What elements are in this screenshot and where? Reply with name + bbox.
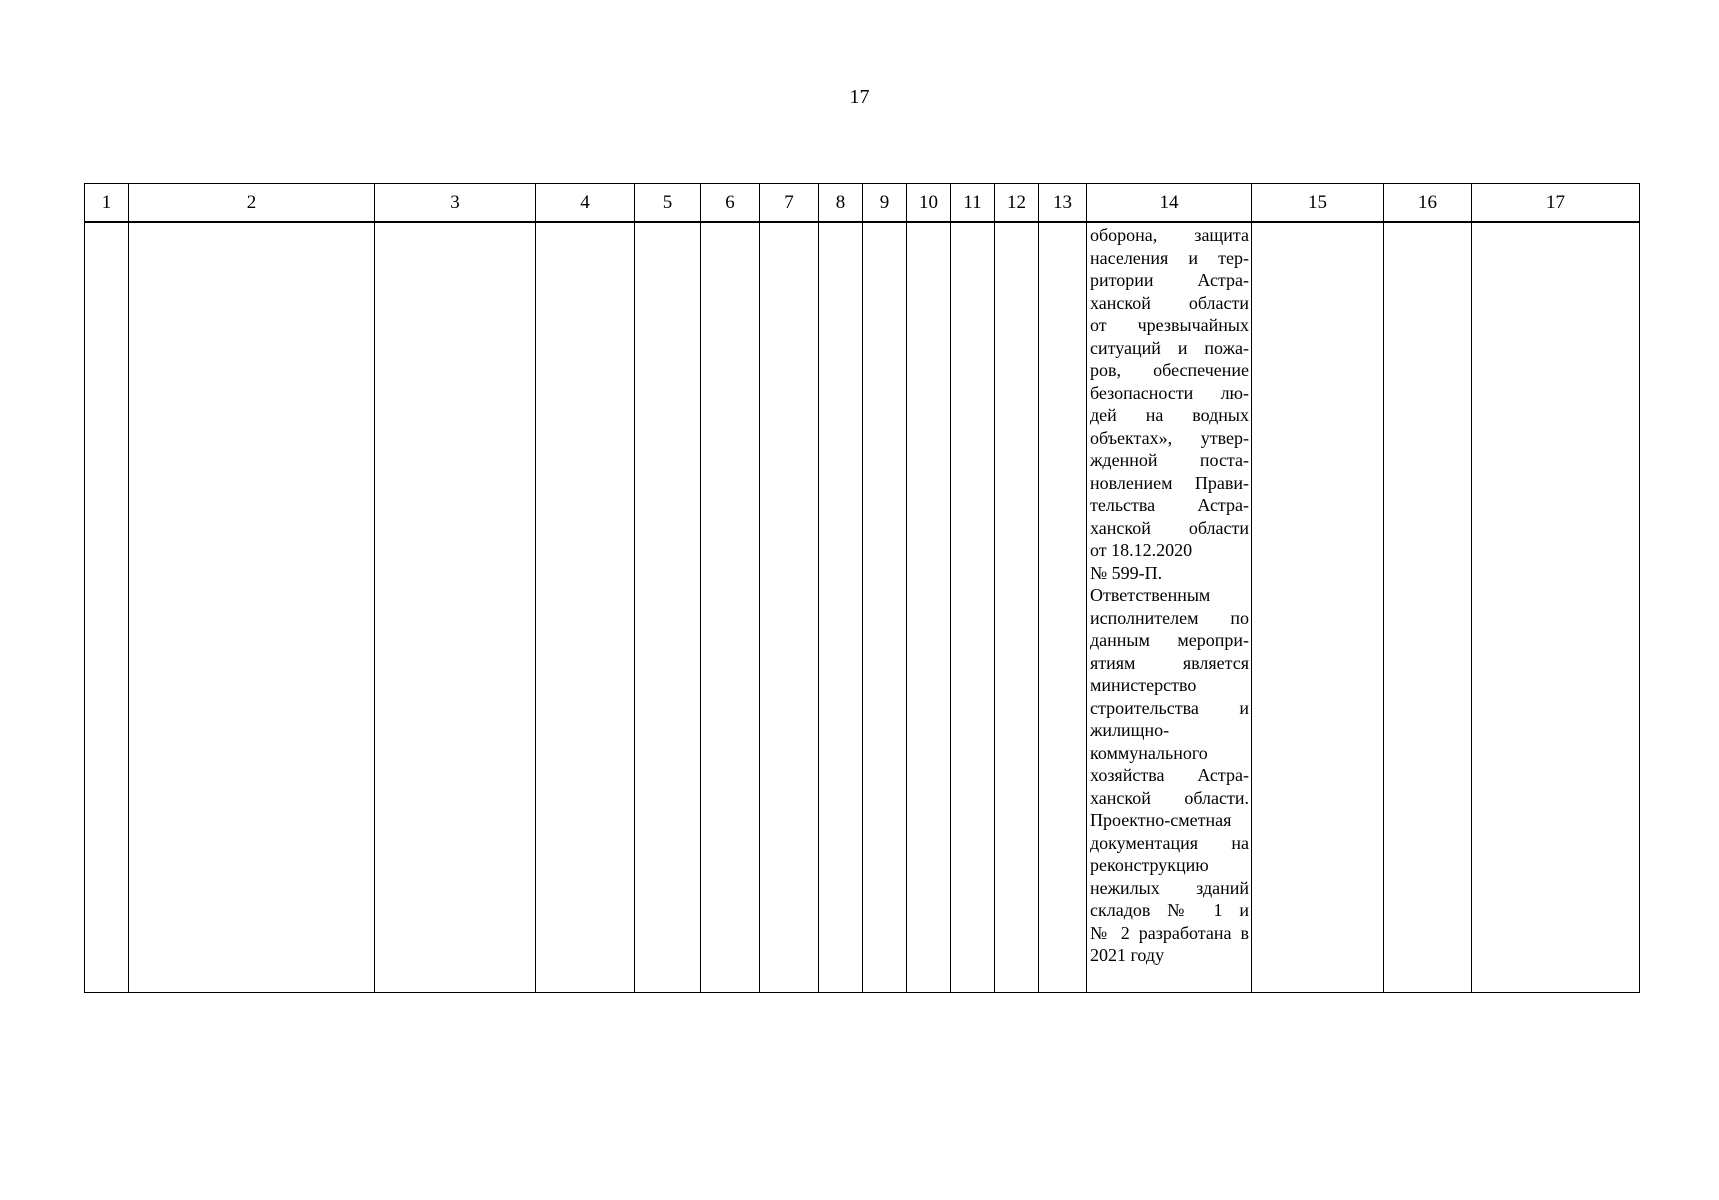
cell-col-6 <box>701 222 760 993</box>
text-line: министерство <box>1090 675 1197 695</box>
cell-col-8 <box>819 222 863 993</box>
cell-col-5 <box>635 222 701 993</box>
column-header-7: 7 <box>760 184 819 223</box>
text-line: ров, обеспечение <box>1090 360 1249 380</box>
text-line: реконструкцию <box>1090 855 1209 875</box>
text-line: документация на <box>1090 832 1249 853</box>
text-line: дей на водных <box>1090 405 1249 425</box>
column-header-3: 3 <box>375 184 536 223</box>
cell-col-2 <box>129 222 375 993</box>
text-line: № 2 разработана в <box>1090 922 1249 943</box>
text-line: от 18.12.2020 <box>1090 540 1193 560</box>
text-line: жденной поста- <box>1090 450 1249 470</box>
column-header-14: 14 <box>1087 184 1252 223</box>
cell-col-7 <box>760 222 819 993</box>
column-14-text <box>1087 223 1251 967</box>
column-header-1: 1 <box>85 184 129 223</box>
text-line: жилищно- <box>1090 720 1170 740</box>
text-line: ханской области <box>1090 517 1249 538</box>
text-line: 2021 году <box>1090 945 1165 965</box>
column-header-17: 17 <box>1472 184 1640 223</box>
text-line: данным меропри- <box>1090 630 1249 650</box>
text-line: оборона, защита <box>1090 225 1249 245</box>
column-header-6: 6 <box>701 184 760 223</box>
column-header-13: 13 <box>1039 184 1087 223</box>
column-header-11: 11 <box>951 184 995 223</box>
text-line: строительства и <box>1090 697 1249 718</box>
cell-col-14 <box>1087 222 1252 993</box>
text-line: коммунального <box>1090 742 1208 763</box>
cell-col-13 <box>1039 222 1087 993</box>
column-header-5: 5 <box>635 184 701 223</box>
text-line: населения и тер- <box>1090 247 1249 268</box>
column-header-16: 16 <box>1384 184 1472 223</box>
cell-col-16 <box>1384 222 1472 993</box>
column-header-9: 9 <box>863 184 907 223</box>
table-row <box>85 222 1640 993</box>
text-line: Проектно-сметная <box>1090 810 1232 830</box>
text-line: исполнителем по <box>1090 607 1249 628</box>
cell-col-9 <box>863 222 907 993</box>
text-line: ханской области. <box>1090 787 1249 808</box>
table-header-row <box>85 184 1640 223</box>
text-line: Ответственным <box>1090 585 1211 605</box>
page-number: 17 <box>849 86 870 108</box>
cell-col-11 <box>951 222 995 993</box>
text-line: хозяйства Астра- <box>1090 765 1249 785</box>
cell-col-1 <box>85 222 129 993</box>
text-line: ситуаций и пожа- <box>1090 337 1249 358</box>
column-header-10: 10 <box>907 184 951 223</box>
text-line: новлением Прави- <box>1090 472 1249 493</box>
text-line: от чрезвычайных <box>1090 315 1249 335</box>
cell-col-17 <box>1472 222 1640 993</box>
document-table <box>84 183 1640 993</box>
text-line: ритории Астра- <box>1090 270 1249 290</box>
cell-col-10 <box>907 222 951 993</box>
text-line: ятиям является <box>1090 652 1249 673</box>
cell-col-3 <box>375 222 536 993</box>
column-header-4: 4 <box>536 184 635 223</box>
text-line: ханской области <box>1090 292 1249 313</box>
column-header-12: 12 <box>995 184 1039 223</box>
text-line: объектах», утвер- <box>1090 427 1249 448</box>
column-header-8: 8 <box>819 184 863 223</box>
text-line: нежилых зданий <box>1090 877 1249 898</box>
text-line: складов № 1 и <box>1090 900 1249 920</box>
column-header-15: 15 <box>1252 184 1384 223</box>
column-header-2: 2 <box>129 184 375 223</box>
text-line: безопасности лю- <box>1090 382 1249 403</box>
cell-col-4 <box>536 222 635 993</box>
text-line: тельства Астра- <box>1090 495 1249 515</box>
text-line: № 599-П. <box>1090 562 1163 583</box>
cell-col-15 <box>1252 222 1384 993</box>
cell-col-12 <box>995 222 1039 993</box>
